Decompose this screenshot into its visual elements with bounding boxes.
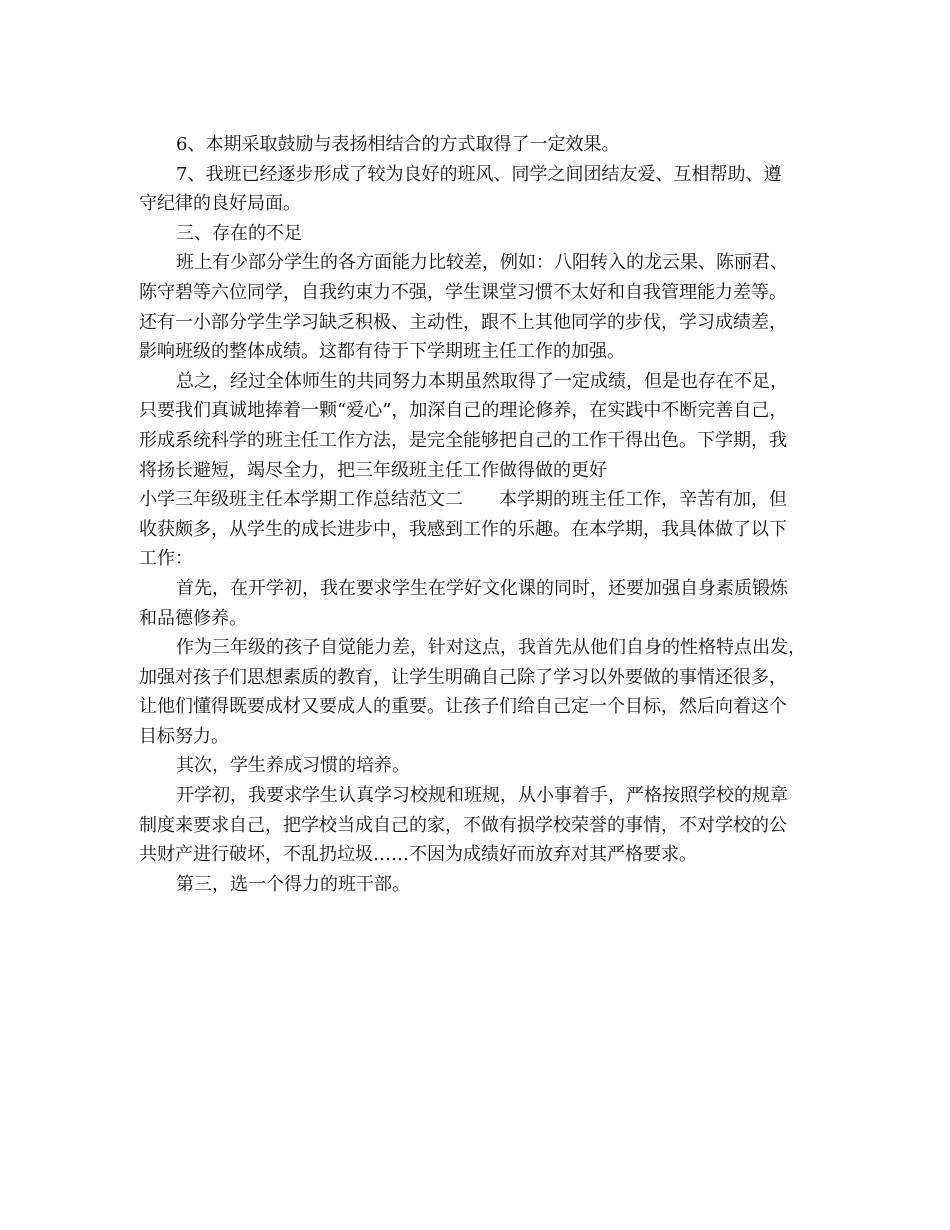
section-heading: 三、存在的不足: [176, 222, 302, 244]
text-line: 陈守碧等六位同学，自我约束力不强，学生课堂习惯不太好和自我管理能力差等。: [139, 281, 787, 303]
document-body: [139, 130, 819, 899]
text-line: 影响班级的整体成绩。这都有待于下学期班主任工作的加强。: [139, 341, 625, 363]
text-line: 还有一小部分学生学习缺乏积极、主动性，跟不上其他同学的步伐，学习成绩差，: [139, 311, 787, 333]
text-line: 收获颇多，从学生的成长进步中，我感到工作的乐趣。在本学期，我具体做了以下: [139, 518, 787, 540]
text-line: 其次，学生养成习惯的培养。: [176, 755, 410, 777]
text-line: 总之，经过全体师生的共同努力本期虽然取得了一定成绩，但是也存在不足，: [176, 370, 788, 392]
text-line: 作为三年级的孩子自觉能力差，针对这点，我首先从他们自身的性格特点出发，: [176, 637, 806, 659]
text-line: 制度来要求自己，把学校当成自己的家，不做有损学校荣誉的事情，不对学校的公: [139, 814, 787, 836]
text-line: 6、本期采取鼓励与表扬相结合的方式取得了一定效果。: [176, 134, 620, 155]
text-line: 开学初，我要求学生认真学习校规和班规，从小事着手，严格按照学校的规章: [176, 785, 788, 807]
text-line: 工作：: [139, 548, 193, 570]
text-line: 守纪律的良好局面。: [139, 193, 301, 215]
text-line: 和品德修养。: [139, 607, 247, 629]
text-line: 班上有少部分学生的各方面能力比较差，例如：八阳转入的龙云果、陈丽君、: [176, 252, 788, 274]
text-line: 只要我们真诚地捧着一颗“爱心”，加深自己的理论修养，在实践中不断完善自己，: [139, 400, 788, 422]
text-line: [139, 485, 819, 515]
text-line: 7、我班已经逐步形成了较为良好的班风、同学之间团结友爱、互相帮助、遵: [176, 163, 782, 185]
text-line: 首先，在开学初，我在要求学生在学好文化课的同时，还要加强自身素质锻炼: [176, 577, 788, 599]
article-title: 小学三年级班主任本学期工作总结范文二: [139, 489, 463, 511]
text-line: 共财产进行破坏，不乱扔垃圾……不因为成绩好而放弃对其严格要求。: [139, 844, 697, 866]
text-line: 加强对孩子们思想素质的教育，让学生明确自己除了学习以外要做的事情还很多，: [139, 666, 787, 688]
text-line: 目标努力。: [139, 725, 229, 747]
text-line: 让他们懂得既要成材又要成人的重要。让孩子们给自己定一个目标，然后向着这个: [139, 696, 787, 718]
text-line: 第三，选一个得力的班干部。: [176, 873, 410, 895]
text-line: 将扬长避短，竭尽全力，把三年级班主任工作做得做的更好: [139, 459, 607, 481]
text-line: 形成系统科学的班主任工作方法，是完全能够把自己的工作干得出色。下学期，我: [139, 429, 787, 451]
text-segment: 本学期的班主任工作，辛苦有加，但: [499, 489, 787, 511]
